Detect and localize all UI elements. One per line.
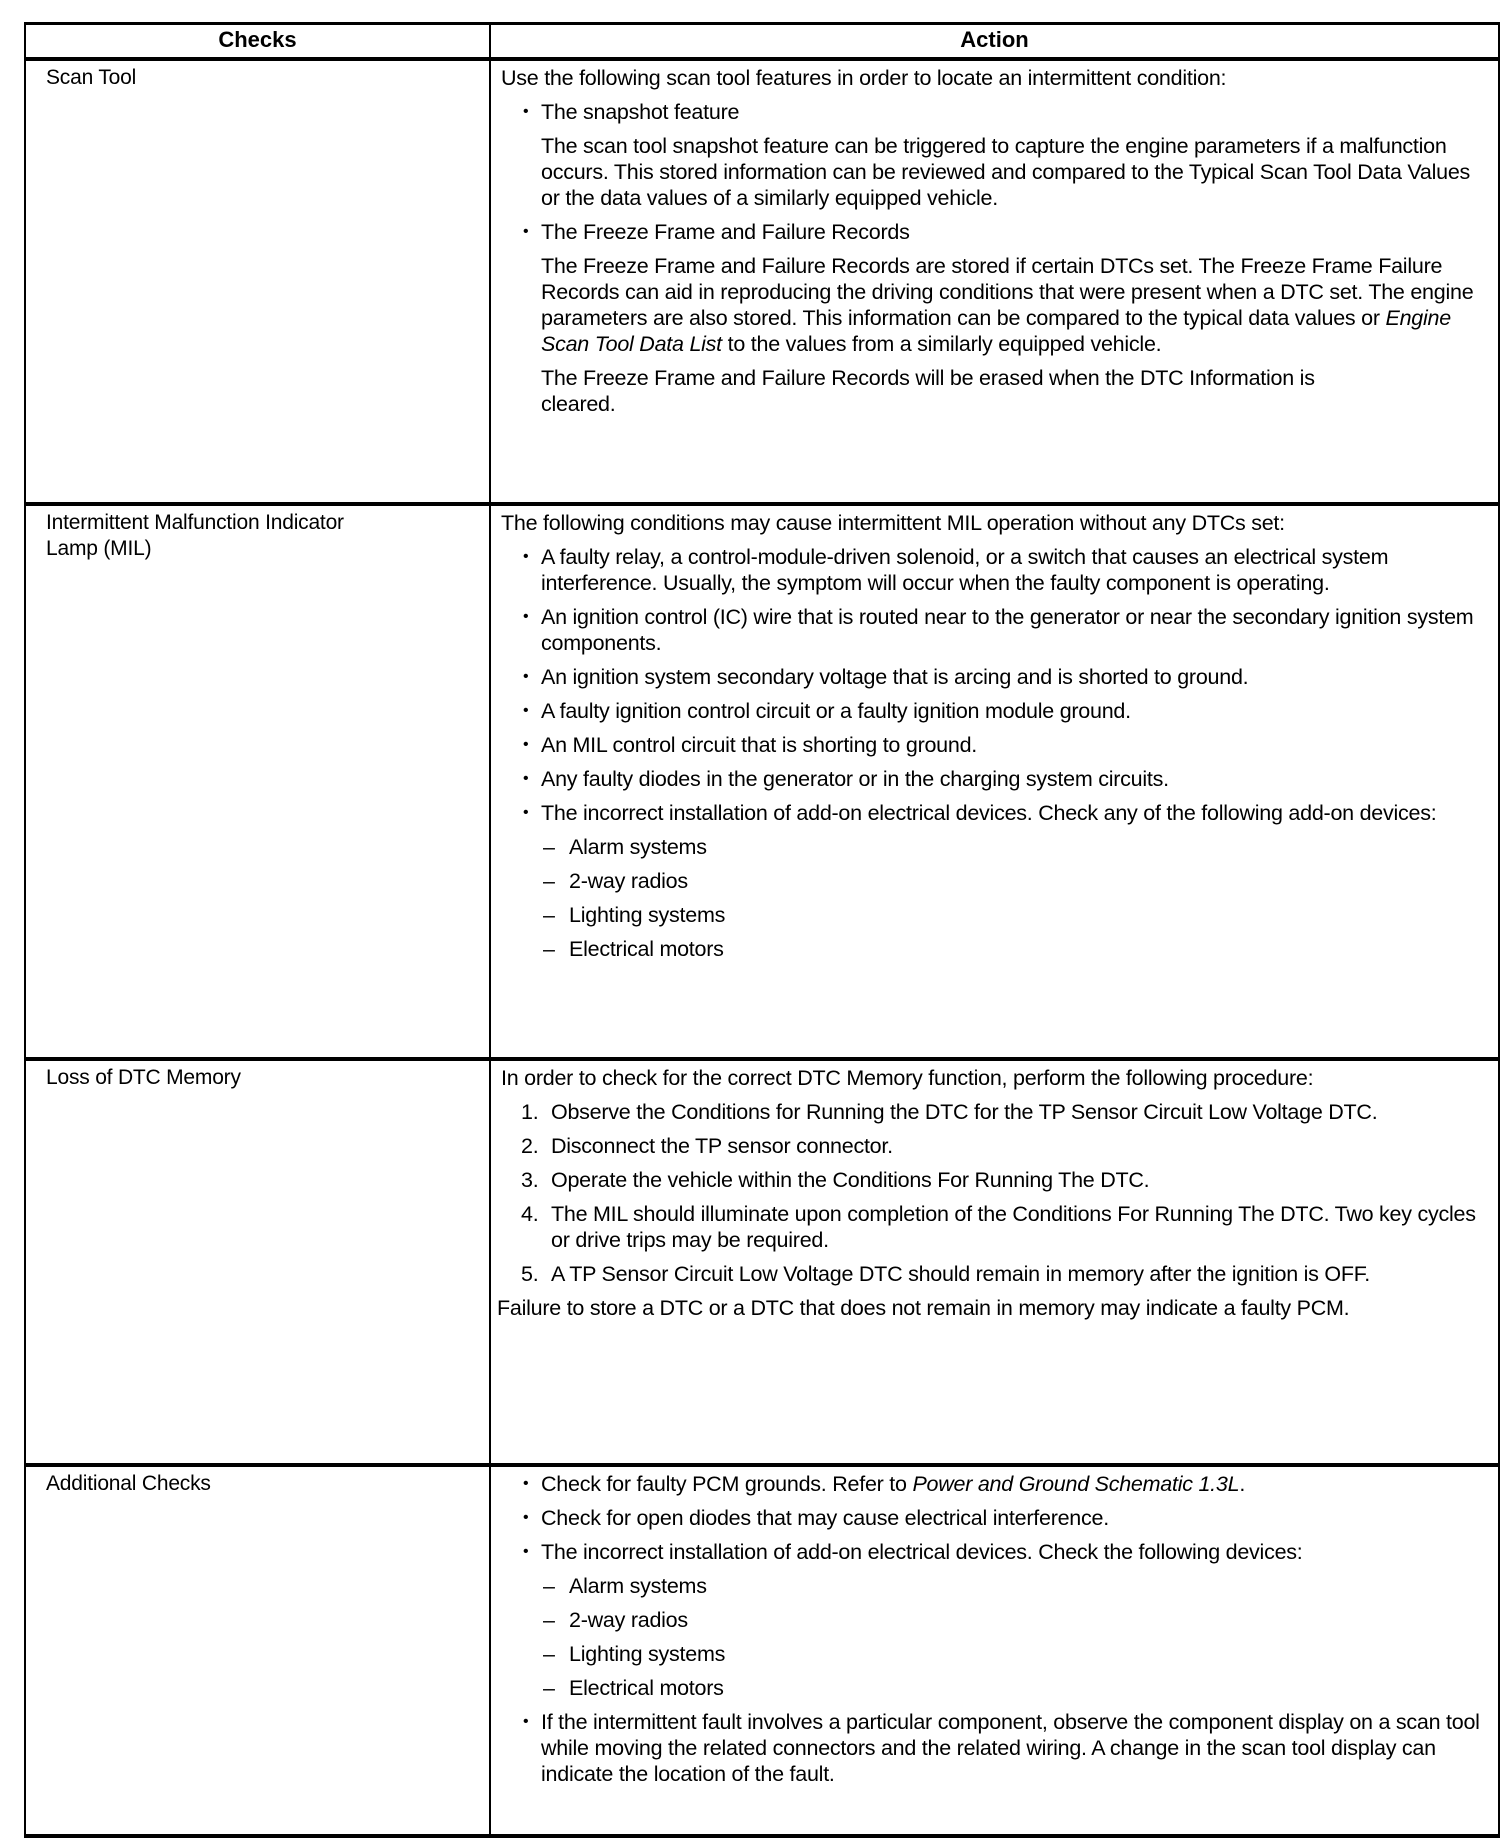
bullet-note: The Freeze Frame and Failure Records will be erased when the DTC Information is cleared.	[541, 366, 1315, 416]
step-item	[501, 1261, 1486, 1287]
step-number: 1.	[521, 1100, 539, 1124]
bullet-icon: •	[523, 1713, 529, 1730]
action-conclusion: Failure to store a DTC or a DTC that does not remain in memory may indicate a faulty PCM.	[497, 1296, 1350, 1320]
dash-icon: –	[543, 1642, 555, 1666]
bullet-item	[501, 219, 1486, 245]
bullet-icon: •	[523, 1543, 529, 1560]
bullet-body	[501, 253, 1486, 357]
bullet-item	[501, 99, 1486, 125]
device-text: Lighting systems	[569, 903, 726, 927]
step-number: 2.	[521, 1134, 539, 1158]
device-text: Electrical motors	[569, 1676, 724, 1700]
step-item	[501, 1167, 1486, 1193]
bullet-item	[501, 544, 1486, 596]
dash-icon: –	[543, 937, 555, 961]
body-text: to the values from a similarly equipped vehicle.	[721, 332, 1162, 356]
device-item	[501, 1607, 1486, 1633]
dash-icon: –	[543, 835, 555, 859]
device-item	[501, 1573, 1486, 1599]
bullet-item	[501, 1505, 1486, 1531]
bullet-text: If the intermittent fault involves a particular component, observe the component display on a scan tool while moving the related connectors and the related wiring. A change in the scan tool display can indicate the location of the fault.	[541, 1710, 1480, 1786]
step-item	[501, 1201, 1486, 1253]
dash-icon: –	[543, 903, 555, 927]
bullet-text: The incorrect installation of add-on electrical devices. Check any of the following add-on devices:	[541, 801, 1437, 825]
bullet-icon: •	[523, 608, 529, 625]
bullet-item	[501, 664, 1486, 690]
step-text: Observe the Conditions for Running the DTC for the TP Sensor Circuit Low Voltage DTC.	[551, 1100, 1378, 1124]
step-item	[501, 1133, 1486, 1159]
table-row	[25, 1465, 1499, 1836]
device-text: Electrical motors	[569, 937, 724, 961]
bullet-title: The snapshot feature	[541, 100, 740, 124]
step-text: Operate the vehicle within the Conditions For Running The DTC.	[551, 1168, 1150, 1192]
check-cell: Loss of DTC Memory	[25, 1059, 490, 1465]
action-cell	[490, 59, 1499, 504]
bullet-text: An MIL control circuit that is shorting to ground.	[541, 733, 978, 757]
device-item	[501, 936, 1486, 962]
device-item	[501, 902, 1486, 928]
bullet-text: Check for faulty PCM grounds. Refer to	[541, 1472, 913, 1496]
bullet-item	[501, 698, 1486, 724]
device-text: Alarm systems	[569, 1574, 707, 1598]
bullet-icon: •	[523, 1509, 529, 1526]
step-text: Disconnect the TP sensor connector.	[551, 1134, 893, 1158]
bullet-icon: •	[523, 668, 529, 685]
bullet-icon: •	[523, 702, 529, 719]
table-row	[25, 504, 1499, 1059]
action-cell	[490, 1059, 1499, 1465]
body-text: The Freeze Frame and Failure Records are stored if certain DTCs set. The Freeze Frame Failure Records can aid in reproducing the driving conditions that were present when a DTC set. The engine parameters are also stored. This information can be compared to the typical data values or	[541, 254, 1474, 330]
bullet-body: The scan tool snapshot feature can be triggered to capture the engine parameters if a malfunction occurs. This stored information can be reviewed and compared to the Typical Scan Tool Data Values or the data values of a similarly equipped vehicle.	[541, 134, 1471, 210]
device-item	[501, 1641, 1486, 1667]
dash-icon: –	[543, 869, 555, 893]
device-text: Lighting systems	[569, 1642, 726, 1666]
action-intro: Use the following scan tool features in order to locate an intermittent condition:	[501, 66, 1227, 90]
bullet-item	[501, 732, 1486, 758]
bullet-title: The Freeze Frame and Failure Records	[541, 220, 910, 244]
bullet-icon: •	[523, 770, 529, 787]
table-row	[25, 1059, 1499, 1465]
bullet-text: The incorrect installation of add-on electrical devices. Check the following devices:	[541, 1540, 1303, 1564]
bullet-text: An ignition system secondary voltage that is arcing and is shorted to ground.	[541, 665, 1249, 689]
bullet-text: Check for open diodes that may cause electrical interference.	[541, 1506, 1109, 1530]
bullet-text: Any faulty diodes in the generator or in the charging system circuits.	[541, 767, 1169, 791]
check-cell: Additional Checks	[25, 1465, 490, 1836]
device-item	[501, 834, 1486, 860]
table-header-row	[25, 24, 1499, 60]
reference-link[interactable]: Engine Scan Tool Data List	[541, 306, 1451, 356]
bullet-item	[501, 1539, 1486, 1565]
check-cell: Intermittent Malfunction Indicator Lamp (MIL)	[25, 504, 490, 1059]
bullet-icon: •	[523, 103, 529, 120]
column-header-action: Action	[490, 24, 1499, 60]
bullet-item	[501, 1471, 1486, 1497]
bullet-item	[501, 766, 1486, 792]
bullet-item	[501, 800, 1486, 826]
column-header-checks: Checks	[25, 24, 490, 60]
device-text: 2-way radios	[569, 1608, 688, 1632]
device-text: 2-way radios	[569, 869, 688, 893]
bullet-text: .	[1239, 1472, 1246, 1496]
dash-icon: –	[543, 1676, 555, 1700]
bullet-icon: •	[523, 804, 529, 821]
bullet-icon: •	[523, 223, 529, 240]
check-cell: Scan Tool	[25, 59, 490, 504]
step-item	[501, 1099, 1486, 1125]
action-intro: In order to check for the correct DTC Memory function, perform the following procedure:	[501, 1066, 1314, 1090]
bullet-item	[501, 1709, 1486, 1787]
action-cell	[490, 504, 1499, 1059]
bullet-text: A faulty ignition control circuit or a faulty ignition module ground.	[541, 699, 1131, 723]
step-text: A TP Sensor Circuit Low Voltage DTC should remain in memory after the ignition is OFF.	[551, 1262, 1370, 1286]
checks-action-table	[24, 22, 1500, 1838]
step-number: 4.	[521, 1202, 539, 1226]
step-number: 3.	[521, 1168, 539, 1192]
action-cell	[490, 1465, 1499, 1836]
action-intro: The following conditions may cause intermittent MIL operation without any DTCs set:	[501, 511, 1285, 535]
reference-link[interactable]: Power and Ground Schematic 1.3L	[912, 1472, 1240, 1496]
bullet-icon: •	[523, 736, 529, 753]
table-row	[25, 59, 1499, 504]
bullet-item	[501, 604, 1486, 656]
device-item	[501, 868, 1486, 894]
dash-icon: –	[543, 1608, 555, 1632]
device-item	[501, 1675, 1486, 1701]
bullet-text: An ignition control (IC) wire that is routed near to the generator or near the secondary ignition system components.	[541, 605, 1474, 655]
step-number: 5.	[521, 1262, 539, 1286]
step-text: The MIL should illuminate upon completion of the Conditions For Running The DTC. Two key cycles or drive trips may be required.	[551, 1202, 1476, 1252]
bullet-icon: •	[523, 548, 529, 565]
bullet-text: A faulty relay, a control-module-driven solenoid, or a switch that causes an electrical system interference. Usually, the symptom will occur when the faulty component is operating.	[541, 545, 1389, 595]
dash-icon: –	[543, 1574, 555, 1598]
device-text: Alarm systems	[569, 835, 707, 859]
bullet-icon: •	[523, 1475, 529, 1492]
